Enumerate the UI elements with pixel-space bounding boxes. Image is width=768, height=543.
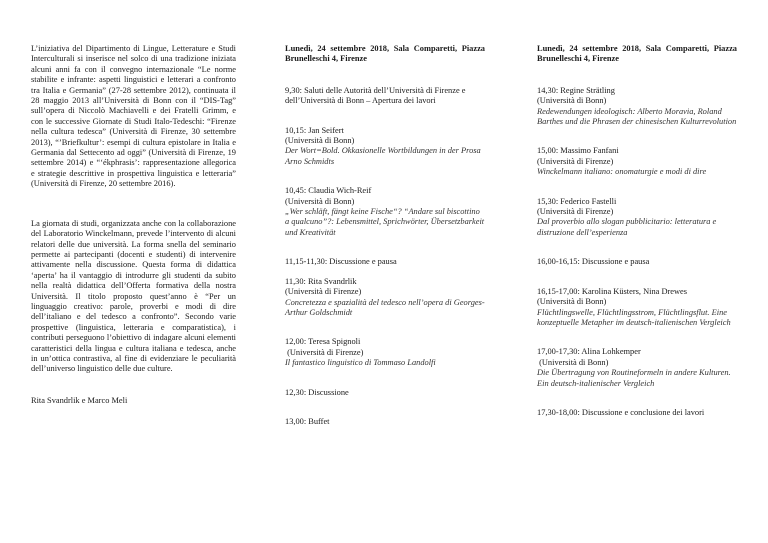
talk-affiliation: (Università di Firenze) <box>537 207 614 217</box>
morning-header: Lunedì, 24 settembre 2018, Sala Comparetti, Piazza Brunelleschi 4, Firenze <box>285 44 485 64</box>
buffet: 13,00: Buffet <box>285 416 330 426</box>
closing: 17,30-18,00: Discussione e conclusione dei lavori <box>537 407 705 417</box>
afternoon-header: Lunedì, 24 settembre 2018, Sala Comparetti, Piazza Brunelleschi 4, Firenze <box>537 44 737 64</box>
talk-title: Dal proverbio allo slogan pubblicitario: letteratura e distruzione dell’esperienza <box>537 217 717 237</box>
talk-time: 16,15-17,00: Karolina Küsters, Nina Drewes <box>537 286 688 296</box>
talk-title: Concretezza e spazialità del tedesco nell’opera di Georges-Arthur Goldschmidt <box>285 297 485 317</box>
talk-time: 12,00: Teresa Spignoli <box>285 337 361 347</box>
talk-title: „Wer schläft, fängt keine Fische“? “Andare sul biscottino a qualcuno”?: Lebensmittel, Sprichwörter, Übersetzbarkeit und Kreativität <box>285 207 485 237</box>
talk-lohkemper <box>537 347 737 389</box>
talk-time: 10,15: Jan Seifert <box>285 125 344 135</box>
talk-affiliation: (Università di Bonn) <box>537 297 607 307</box>
talk-affiliation: (Università di Firenze) <box>537 156 614 166</box>
talk-title: Die Übertragung von Routineformeln in andere Kulturen. Ein deutsch-italienischer Vergleich <box>537 368 731 388</box>
opening: 9,30: Saluti delle Autorità dell’Università di Firenze e dell’Università di Bonn – Apertura dei lavori <box>285 85 466 106</box>
talk-svandrlik <box>285 277 485 319</box>
intro-column <box>31 44 236 406</box>
signature: Rita Svandrlik e Marco Meli <box>31 395 128 405</box>
talk-time: 15,00: Massimo Fanfani <box>537 146 619 156</box>
giornata-paragraph: La giornata di studi, organizzata anche con la collaborazione del Laboratorio Winckelmann, prevede l’intervento di alcuni relatori delle due università. La forma snella del seminario permette ai partecipanti (docenti e studenti) di intervenire attivamente nella discussione. Questa forma di didattica ‘aperta’ ha il vantaggio di introdurre gli studenti da subito nella realtà didattica dell’Offerta formativa della nostra Università. Il titolo proposto quest’anno è “Per un linguaggio creativo: parole, proverbi e modi di dire dell’italiano e del tedesco a confronto”. Secondo varie prospettive (linguistica, letteraria e comparatistica), i contributi perseguono l’obiettivo di indagare alcuni elementi caratteristici della lingua e cultura italiana e tedesca, anche in un’ottica contrastiva, al fine di evidenziare le peculiarità dell’universo linguistico delle due culture. <box>31 218 236 374</box>
discussion: 12,30: Discussione <box>285 387 349 397</box>
talk-fastelli <box>537 197 737 239</box>
talk-title: Il fantastico linguistico di Tommaso Landolfi <box>285 358 436 368</box>
talk-affiliation: (Università di Firenze) <box>285 287 362 297</box>
talk-wich-reif <box>285 186 485 238</box>
break-afternoon: 16,00-16,15: Discussione e pausa <box>537 257 650 267</box>
talk-title: Winckelmann italiano: onomaturgie e modi di dire <box>537 167 707 177</box>
talk-affiliation: (Università di Bonn) <box>285 196 355 206</box>
talk-title: Flüchtlingswelle, Flüchtlingsstrom, Flüchtlingsflut. Eine konzeptuelle Metapher im deutsch-italienischen Vergleich <box>537 307 731 327</box>
talk-affiliation: (Università di Bonn) <box>537 96 607 106</box>
talk-fanfani <box>537 146 737 177</box>
talk-kuesters-drewes <box>537 287 737 329</box>
talk-spignoli <box>285 337 485 368</box>
break-morning: 11,15-11,30: Discussione e pausa <box>285 257 397 267</box>
talk-time: 15,30: Federico Fastelli <box>537 196 617 206</box>
intro-paragraph: L’iniziativa del Dipartimento di Lingue, Letterature e Studi Interculturali si inserisce nel solco di una tradizione iniziata alcuni anni fa con il convegno internazionale “Le norme stabilite e infrante: aspetti linguistici e letterari a confronto tra Italia e Germania” (27-28 settembre 2012), continuata il 28 maggio 2013 all’Università di Bonn con il “DIS-Tag” sull’opera di Niccolò Machiavelli e dei Fratelli Grimm, e con le successive Giornate di Studi Italo-Tedeschi: “Firenze nella cultura tedesca” (Università di Firenze, 30 settembre 2013), “’Briefkultur’: esempi di cultura epistolare in Italia e Germania dal Settecento ad oggi” (Università di Firenze, 19 settembre 2014) e “‘ékphrasis’: rappresentazione allegorica e strategie descrittive in prospettiva linguistica e letteraria” (Università di Firenze, 20 settembre 2016). <box>31 44 236 189</box>
talk-time: 10,45: Claudia Wich-Reif <box>285 186 372 196</box>
talk-title: Der Wort=Bold. Okkasionelle Wortbildungen in der Prosa Arno Schmidts <box>285 146 481 166</box>
program-afternoon-column <box>537 44 737 418</box>
talk-time: 14,30: Regine Strätling <box>537 85 615 95</box>
program-morning-column <box>285 44 485 427</box>
talk-affiliation: (Università di Bonn) <box>537 357 609 367</box>
talk-affiliation: (Università di Firenze) <box>285 347 364 357</box>
talk-seifert <box>285 126 485 168</box>
talk-straetling <box>537 86 737 128</box>
talk-title: Redewendungen ideologisch: Alberto Moravia, Roland Barthes und die Phrasen der chinesischen Kulturrevolution <box>537 106 737 127</box>
talk-affiliation: (Università di Bonn) <box>285 136 355 146</box>
talk-time: 17,00-17,30: Alina Lohkemper <box>537 347 641 357</box>
talk-time: 11,30: Rita Svandrlik <box>285 276 357 286</box>
